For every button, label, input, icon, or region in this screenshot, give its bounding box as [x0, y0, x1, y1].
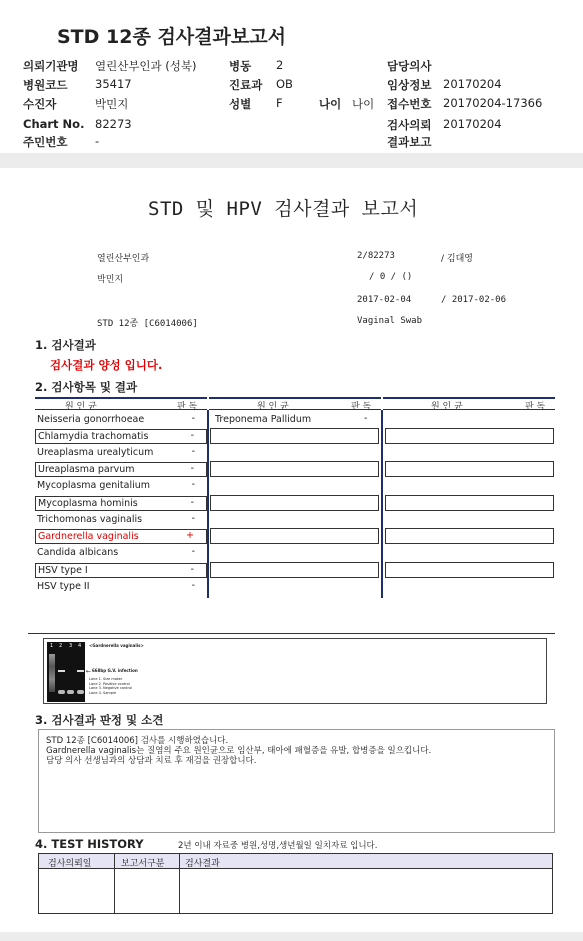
comment-line: 담당 의사 선생님과의 상담과 치료 후 재검을 권장합니다.	[46, 756, 257, 766]
report-title: STD 및 HPV 검사결과 보고서	[148, 198, 419, 220]
value-hospital-code: 35417	[95, 77, 132, 91]
table-row: Trichomonas vaginalis -	[37, 513, 195, 525]
header-pathogen-1: 원 인 균	[65, 402, 97, 412]
table-row: Mycoplasma genitalium -	[37, 479, 195, 491]
table-row: Ureaplasma urealyticum -	[37, 446, 195, 458]
value-age: 나이	[352, 97, 375, 111]
table-row: Ureaplasma parvum -	[35, 462, 207, 477]
empty-cell	[210, 461, 379, 477]
result-treponema: -	[364, 413, 368, 424]
info-patient: 박민지	[97, 275, 124, 285]
comment-line: STD 12종 [C6014006] 검사를 시행하였습니다.	[46, 736, 229, 746]
history-header-date: 검사의뢰일	[48, 859, 92, 869]
gel-electrophoresis-image: 1 2 3 4	[47, 642, 85, 702]
header-judgement-1: 판 독	[177, 402, 198, 412]
label-chart-no: Chart No.	[23, 117, 85, 131]
history-table	[38, 853, 553, 914]
label-report: 결과보고	[387, 135, 432, 149]
gel-image-panel	[43, 638, 547, 704]
value-sex: F	[276, 96, 283, 110]
label-resident-no: 주민번호	[23, 135, 68, 149]
empty-cell	[385, 528, 554, 544]
empty-cell	[385, 461, 554, 477]
empty-cell	[210, 562, 379, 578]
empty-cell	[210, 528, 379, 544]
section4-title: 4. TEST HISTORY	[35, 837, 144, 851]
info-test-code: STD 12종 [C6014006]	[97, 319, 198, 329]
table-row: HSV type II -	[37, 580, 195, 592]
table-row-positive: Gardnerella vaginalis +	[35, 529, 207, 544]
info-clinic: 열린산부인과	[97, 254, 150, 264]
table-row: Chlamydia trachomatis -	[35, 429, 207, 444]
label-patient: 수진자	[23, 97, 57, 111]
comment-box	[38, 729, 555, 833]
divider	[28, 633, 555, 634]
value-clinical-info: 20170204	[443, 77, 502, 91]
label-hospital-code: 병원코드	[23, 78, 68, 92]
label-ward: 병동	[229, 59, 252, 73]
column-divider-1	[207, 410, 209, 598]
history-header-type: 보고서구분	[121, 859, 165, 869]
table-row: Mycoplasma hominis -	[35, 496, 207, 511]
history-table-header	[39, 854, 552, 869]
table-header-col1	[35, 397, 207, 410]
section2-title: 2. 검사항목 및 결과	[35, 380, 138, 394]
value-chart-no: 82273	[95, 117, 132, 131]
summary-sheet	[0, 0, 583, 153]
table-row: Candida albicans -	[37, 546, 195, 558]
table-row: HSV type I -	[35, 563, 207, 578]
label-institution: 의뢰기관명	[23, 59, 79, 73]
table-header-col3	[383, 397, 555, 410]
value-request-date: 20170204	[443, 117, 502, 131]
column-divider-2	[381, 410, 383, 598]
value-institution: 열린산부인과 (성북)	[95, 59, 197, 73]
label-receipt-no: 접수번호	[387, 97, 432, 111]
pathogen-treponema: Treponema Pallidum	[215, 414, 312, 425]
info-doctor: / 김대영	[441, 254, 473, 264]
section3-title: 3. 검사결과 판정 및 소견	[35, 713, 164, 727]
empty-cell	[210, 428, 379, 444]
gel-band-label: 668bp G.V. infection	[92, 668, 138, 673]
table-header-col2	[209, 397, 381, 410]
info-date-reported: / 2017-02-06	[441, 295, 507, 305]
value-ward: 2	[276, 58, 284, 72]
info-chart: 2/82273	[357, 251, 395, 261]
history-note: 2년 이내 자료중 병원,성명,생년월일 일치자료 입니다.	[178, 841, 378, 851]
label-clinical-info: 임상정보	[387, 78, 432, 92]
header-pathogen-2: 원 인 균	[257, 402, 289, 412]
empty-cell	[385, 562, 554, 578]
label-age: 나이	[319, 97, 342, 111]
label-doctor: 담당의사	[387, 59, 432, 73]
gel-legend: Lane 1. Size maker Lane 2. Positive control Lane 3. Negative control Lane 4. Sample	[89, 677, 132, 695]
value-patient: 박민지	[95, 97, 129, 111]
value-department: OB	[276, 77, 293, 91]
table-row: Neisseria gonorrhoeae -	[37, 413, 195, 425]
history-header-result: 검사결과	[185, 859, 220, 869]
result-summary: 검사결과 양성 입니다.	[50, 358, 163, 372]
info-age-sex: / 0 / ()	[369, 272, 413, 282]
header-judgement-2: 판 독	[351, 402, 372, 412]
empty-cell	[385, 495, 554, 511]
gel-title: <Gardnerella vaginalis>	[89, 643, 144, 648]
value-receipt-no: 20170204-17366	[443, 96, 543, 110]
arrow-icon: ←	[86, 668, 92, 675]
empty-cell	[385, 428, 554, 444]
header-judgement-3: 판 독	[525, 402, 546, 412]
info-specimen: Vaginal Swab	[357, 316, 423, 326]
info-date-received: 2017-02-04	[357, 295, 412, 305]
header-pathogen-3: 원 인 균	[431, 402, 463, 412]
value-resident-no: -	[95, 134, 100, 148]
section1-title: 1. 검사결과	[35, 338, 96, 352]
label-sex: 성별	[229, 97, 252, 111]
label-request-date: 검사의뢰	[387, 118, 432, 132]
empty-cell	[210, 495, 379, 511]
page-title: STD 12종 검사결과보고서	[57, 26, 286, 48]
label-department: 진료과	[229, 78, 263, 92]
comment-line: Gardnerella vaginalis는 질염의 주요 원인균으로 임산부, 태아에 패혈증을 유발, 합병증을 일으킵니다.	[46, 746, 432, 756]
